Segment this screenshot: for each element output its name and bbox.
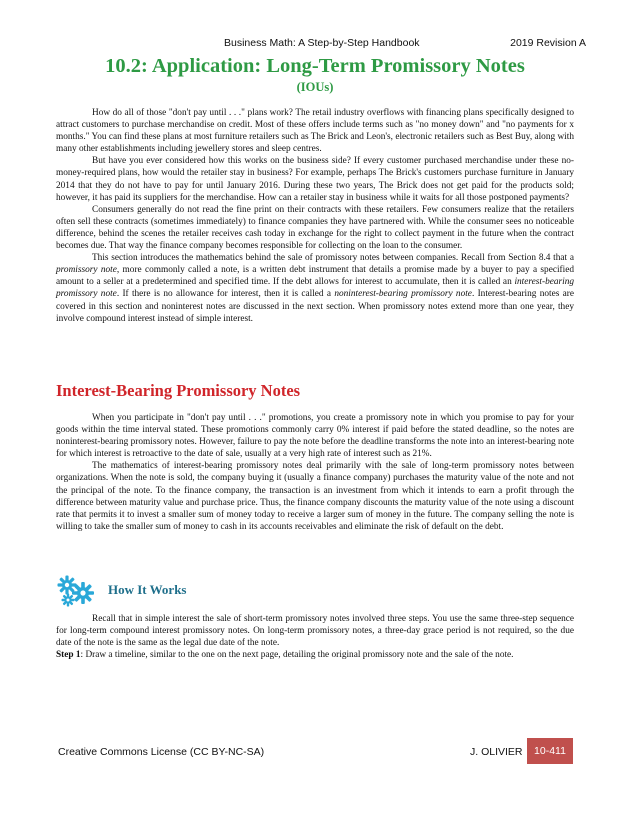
intro-paragraph-3: Consumers generally do not read the fine print on their contracts with these retailers. Few consumers realize that the retailers often sell these contracts (sometimes immediately) to finance companies they have partnered with. While the consumer sees no noticeable difference, behind the scenes the retailer receives cash today in exchange for the right to collect payment in the future when the contract becomes due. That way the finance company becomes responsible for collecting on the loan to the consumer. xyxy=(56,204,574,252)
section-heading: Interest-Bearing Promissory Notes xyxy=(56,381,301,400)
intro-p4-text-c: . If there is no allowance for interest, then it is called a xyxy=(116,289,335,300)
intro-paragraph-4 xyxy=(56,252,574,325)
step-1-label: Step 1 xyxy=(56,650,81,661)
page-number-badge: 10-411 xyxy=(527,738,573,764)
term-interest-bearing-note: interest-bearing promissory note xyxy=(56,277,574,300)
page-title: 10.2: Application: Long-Term Promissory Notes xyxy=(105,55,525,77)
gears-icon xyxy=(56,574,98,608)
step-1-text: : Draw a timeline, similar to the one on the next page, detailing the original promissory note and the sale of the note. xyxy=(80,650,514,661)
how-it-works-section xyxy=(56,613,574,661)
term-promissory-note: promissory note xyxy=(56,265,117,276)
section-paragraph-2: The mathematics of interest-bearing promissory notes deal primarily with the sale of long-term promissory notes between organizations. When the note is sold, the company buying it (usually a finance company) purchases the maturity value of the note and not the principal of the note. To the finance company, the transaction is an investment from which it intends to earn a profit through the difference between maturity value and purchase price. Thus, the finance company discounts the maturity value of the note using a discount rate that permits it to invest a smaller sum of money today to receive a larger sum of money in the future. The company selling the note is willing to take the smaller sum of money to cash in its accounts receivables and eliminate the risk of default on the debt. xyxy=(56,461,574,532)
term-noninterest-bearing-note: noninterest-bearing promissory note xyxy=(334,289,472,300)
interest-bearing-section xyxy=(56,412,574,533)
intro-paragraph-2: But have you ever considered how this works on the business side? If every customer purchased merchandise under these no-money-required plans, how would the retailer stay in business? For example, perhaps The Brick's customers purchase furniture in January 2014 that they do not have to pay for until January 2016. During these two years, The Brick does not get paid for the products sold; however, it has paid its suppliers for the merchandise. How can a retailer stay in business while it waits for all those postponed payments? xyxy=(56,156,574,203)
footer-author: J. OLIVIER xyxy=(470,746,523,758)
intro-section xyxy=(56,107,574,325)
header-revision: 2019 Revision A xyxy=(510,37,586,49)
footer-license: Creative Commons License (CC BY-NC-SA) xyxy=(58,746,265,758)
intro-paragraph-1: How do all of those "don't pay until . . ." plans work? The retail industry overflows with financing plans specifically designed to attract customers to purchase merchandise on credit. Most of these offers include terms such as "no money down" and "no payments for x months." You can find these plans at most furniture retailers such as The Brick and Leon's, electronic retailers such as Best Buy, along with many other establishments including jewellery stores and sleep centres. xyxy=(56,108,574,155)
step-1 xyxy=(56,649,574,661)
section-paragraph-1: When you participate in "don't pay until . . ." promotions, you create a promissory note in which you promise to pay for your goods within the time interval stated. These promotions commonly carry 0% interest if paid before the stated deadline, so the notes are noninterest-bearing promissory notes. However, failure to pay the note before the deadline transforms the note into an interest-bearing note for which interest is retroactive to the date of sale, usually at a very high rate of interest such as 21%. xyxy=(56,413,574,460)
intro-p4-text-b: , more commonly called a note, is a written debt instrument that details a promise made by a buyer to pay a specified amount to a seller at a predetermined and specified time. If the debt allows for interest to accumulate, then it is called an xyxy=(56,265,574,288)
how-it-works-heading: How It Works xyxy=(108,582,187,597)
intro-p4-text-d: . Interest-bearing notes are covered in this section and noninterest notes are discussed in the next section. When promissory notes extend more than one year, they involve compound interest instead of simple interest. xyxy=(56,289,575,324)
intro-p4-text-a: This section introduces the mathematics behind the sale of promissory notes between companies. Recall from Section 8.4 that a xyxy=(92,253,574,264)
how-it-works-paragraph: Recall that in simple interest the sale of short-term promissory notes involved three steps. You use the same three-step sequence for long-term compound interest promissory notes. On long-term promissory notes, a three-day grace period is not required, so the due date of the note is the same as the legal due date of the note. xyxy=(56,614,574,649)
page-subtitle: (IOUs) xyxy=(296,80,334,94)
header-book-title: Business Math: A Step-by-Step Handbook xyxy=(224,37,420,49)
